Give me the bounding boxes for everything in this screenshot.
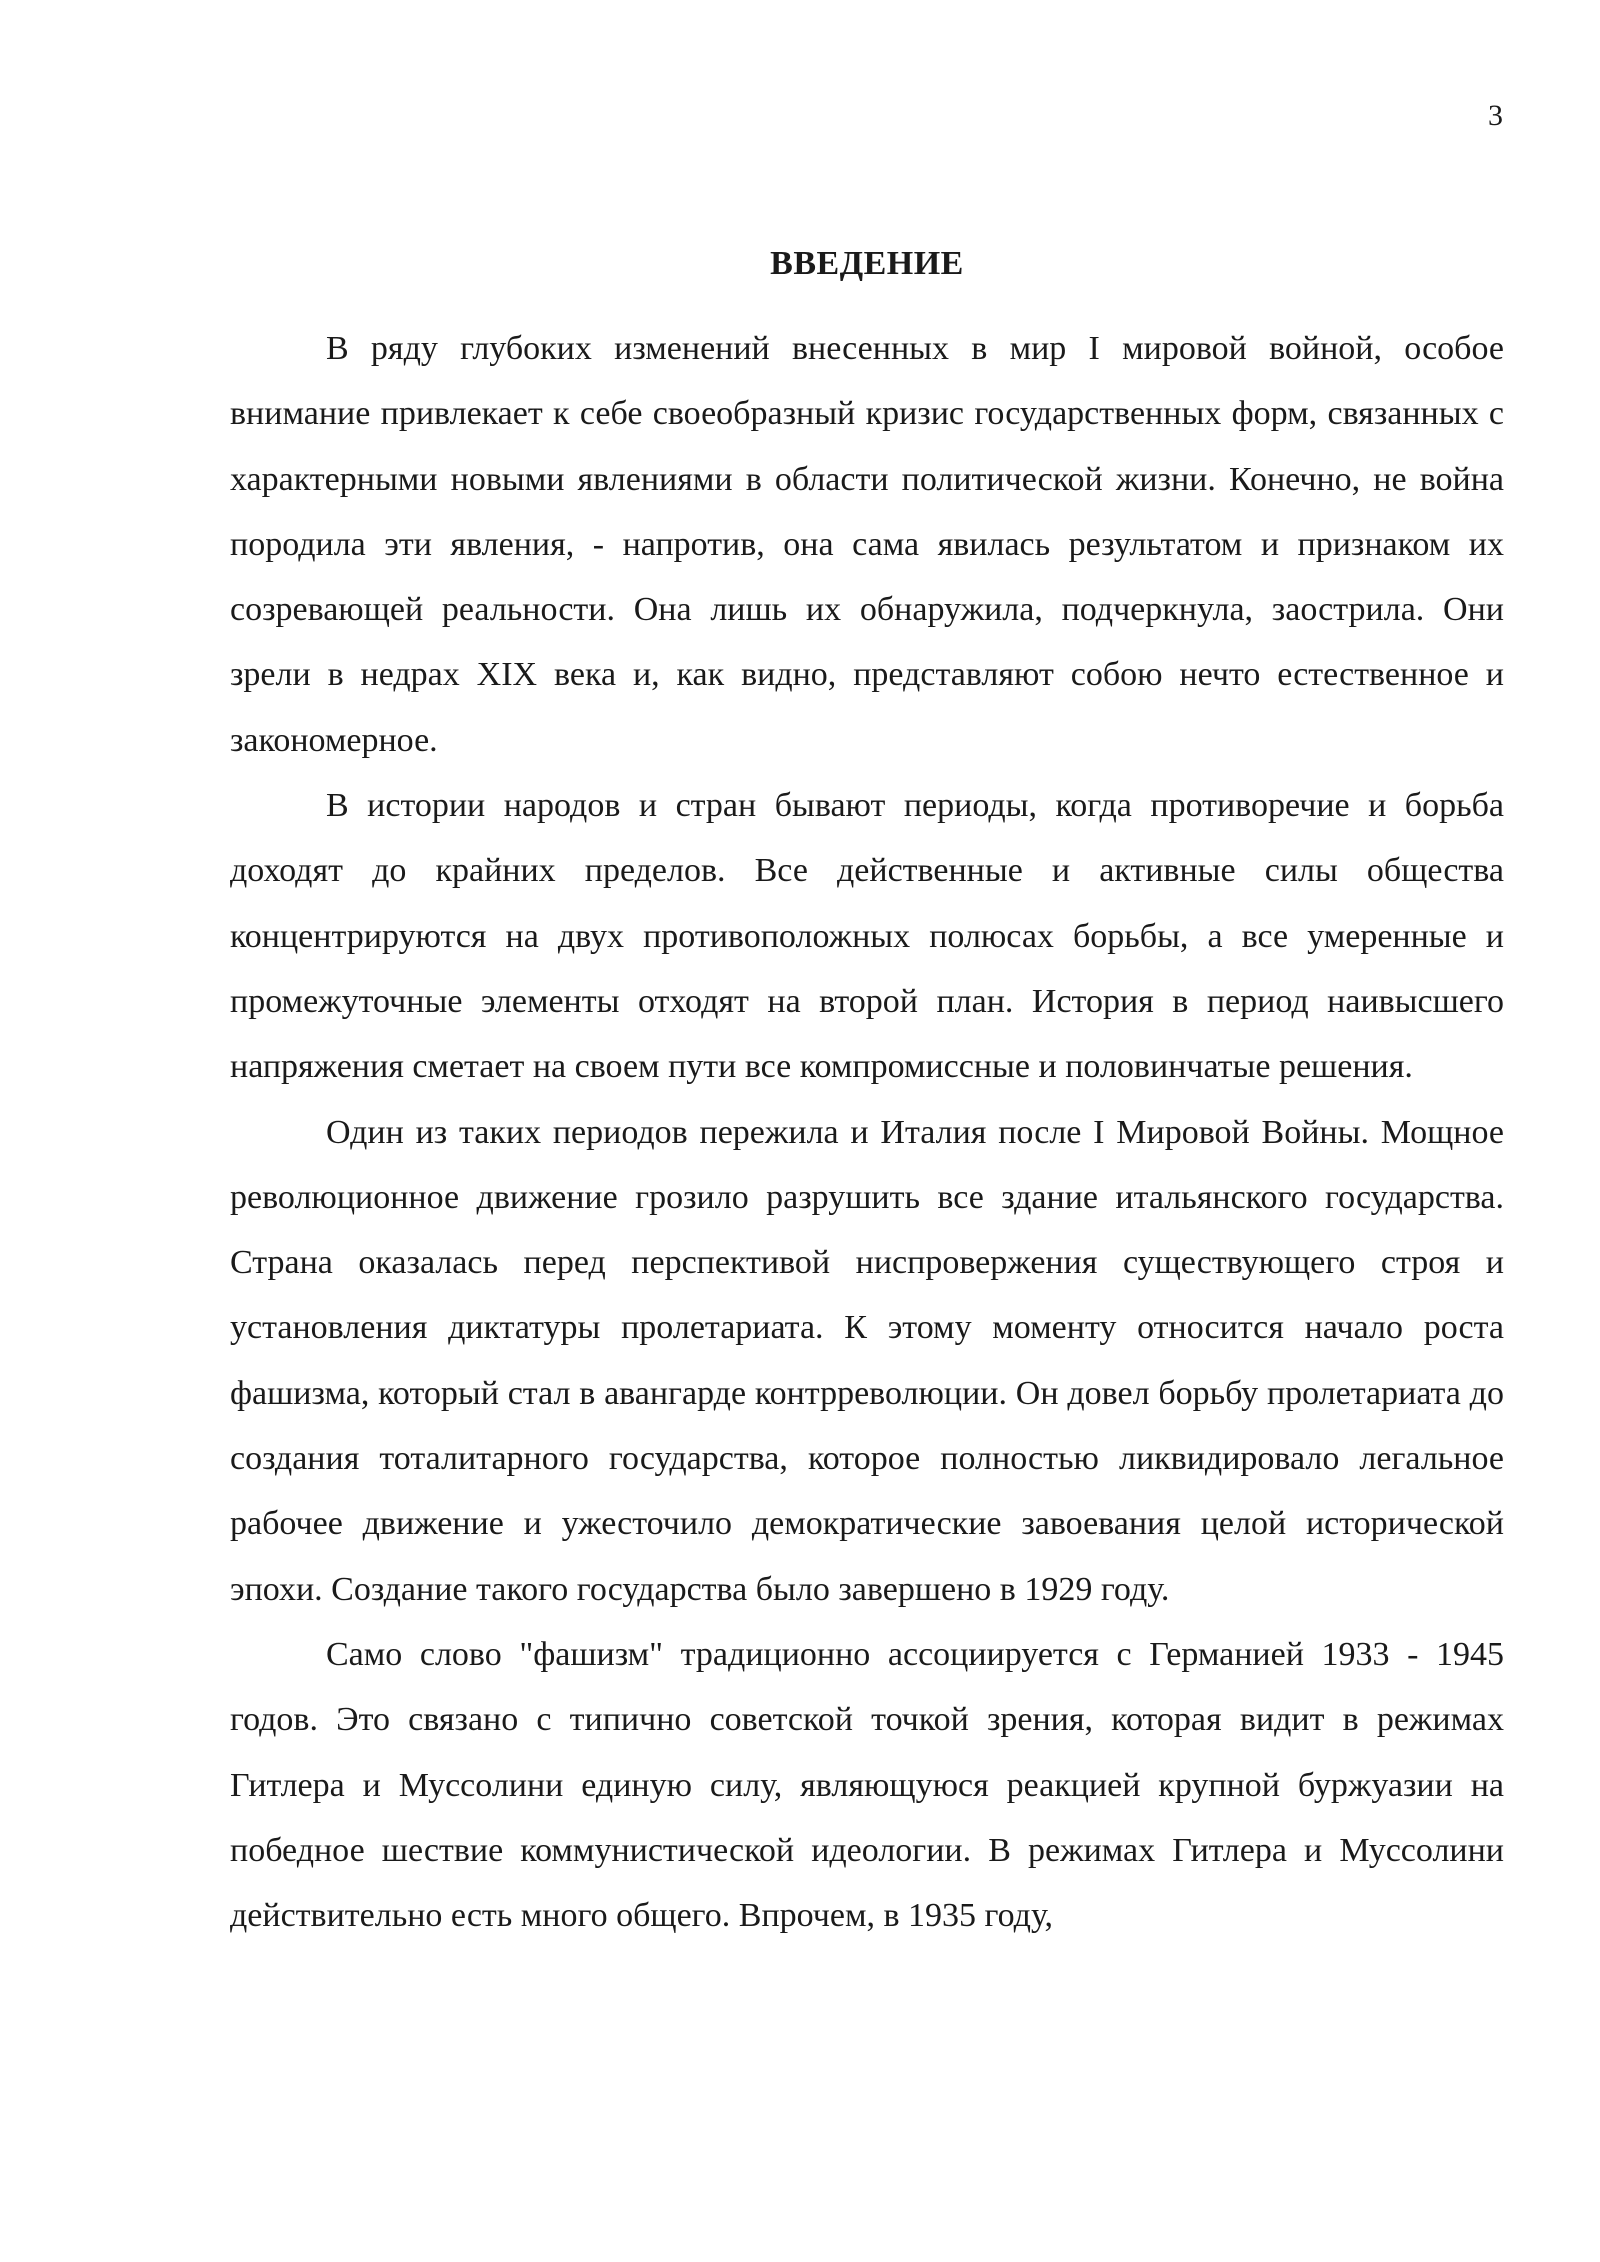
- paragraph-3: Один из таких периодов пережила и Италия после I Мировой Войны. Мощное революционное движение грозило разрушить все здание итальянского государства. Страна оказалась перед перспективой ниспровержения существующего строя и установления диктатуры пролетариата. К этому моменту относится начало роста фашизма, который стал в авангарде контрреволюции. Он довел борьбу пролетариата до создания тоталитарного государства, которое полностью ликвидировало легальное рабочее движение и ужесточило демократические завоевания целой исторической эпохи. Создание такого государства было завершено в 1929 году.: [230, 1113, 1504, 1608]
- page-content: [230, 236, 1504, 1948]
- paragraph-1: В ряду глубоких изменений внесенных в мир I мировой войной, особое внимание привлекает к себе своеобразный кризис государственных форм, связанных с характерными новыми явлениями в области политической жизни. Конечно, не война породила эти явления, - напротив, она сама явилась результатом и признаком их созревающей реальности. Она лишь их обнаружила, подчеркнула, заострила. Они зрели в недрах XIX века и, как видно, представляют собою нечто естественное и закономерное.: [230, 330, 1504, 759]
- page-number: 3: [1488, 99, 1503, 132]
- section-heading: ВВЕДЕНИЕ: [770, 245, 964, 282]
- paragraph-2: В истории народов и стран бывают периоды, когда противоречие и борьба доходят до крайних пределов. Все действенные и активные силы общества концентрируются на двух противоположных полюсах борьбы, а все умеренные и промежуточные элементы отходят на второй план. История в период наивысшего напряжения сметает на своем пути все компромиссные и половинчатые решения.: [230, 787, 1504, 1086]
- paragraph-4: Само слово "фашизм" традиционно ассоциируется с Германией 1933 - 1945 годов. Это связано с типично советской точкой зрения, которая видит в режимах Гитлера и Муссолини единую силу, являющуюся реакцией крупной буржуазии на победное шествие коммунистической идеологии. В режимах Гитлера и Муссолини действительно есть много общего. Впрочем, в 1935 году,: [230, 1635, 1504, 1935]
